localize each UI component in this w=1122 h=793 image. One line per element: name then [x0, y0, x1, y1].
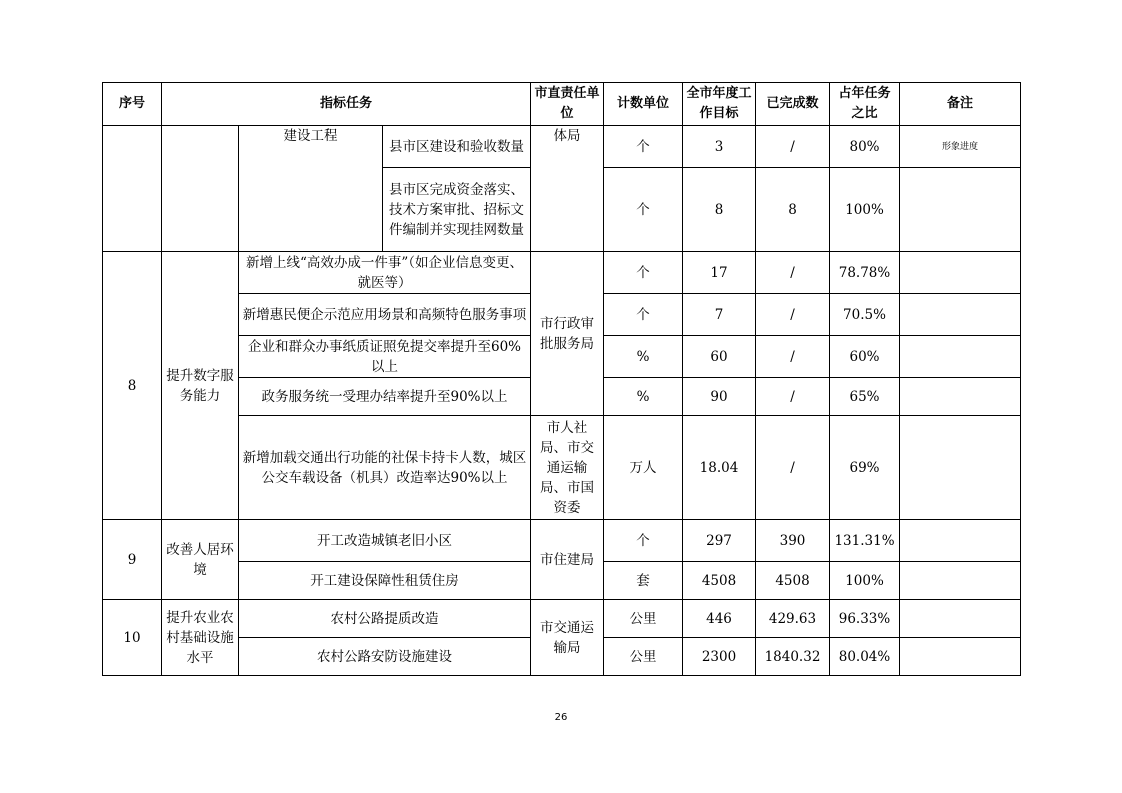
- target-cell: 90: [683, 378, 756, 416]
- ratio-cell: 78.78%: [830, 252, 900, 294]
- task-cell: 农村公路安防设施建设: [239, 638, 531, 676]
- group-cell: 改善人居环境: [162, 520, 239, 600]
- responsible-cell: 市行政审批服务局: [531, 252, 604, 416]
- responsible-cell: 市交通运输局: [531, 600, 604, 676]
- completed-cell: 1840.32: [756, 638, 830, 676]
- header-responsible: 市直责任单位: [531, 83, 604, 126]
- target-cell: 2300: [683, 638, 756, 676]
- task-cell: 开工改造城镇老旧小区: [239, 520, 531, 562]
- task-cell: 企业和群众办事纸质证照免提交率提升至60%以上: [239, 336, 531, 378]
- remark-cell: 形象进度: [900, 126, 1021, 168]
- unit-cell: %: [604, 336, 683, 378]
- task-cell: 新增加载交通出行功能的社保卡持卡人数，城区公交车载设备（机具）改造率达90%以上: [239, 416, 531, 520]
- page-number: 26: [554, 712, 568, 723]
- completed-cell: 390: [756, 520, 830, 562]
- seq-cell: 10: [103, 600, 162, 676]
- remark-cell: [900, 378, 1021, 416]
- table-row: [103, 600, 1021, 638]
- indicator-table: [102, 82, 1021, 676]
- ratio-cell: 80%: [830, 126, 900, 168]
- remark-cell: [900, 336, 1021, 378]
- ratio-cell: 80.04%: [830, 638, 900, 676]
- ratio-cell: 100%: [830, 562, 900, 600]
- remark-cell: [900, 416, 1021, 520]
- remark-cell: [900, 520, 1021, 562]
- target-cell: 7: [683, 294, 756, 336]
- ratio-cell: 96.33%: [830, 600, 900, 638]
- ratio-cell: 69%: [830, 416, 900, 520]
- responsible-cell: 市人社局、市交通运输局、市国资委: [531, 416, 604, 520]
- unit-cell: 公里: [604, 638, 683, 676]
- seq-cell: 9: [103, 520, 162, 600]
- table-row: [103, 126, 1021, 168]
- unit-cell: 个: [604, 294, 683, 336]
- header-indicator-task: 指标任务: [162, 83, 531, 126]
- task-cell: 新增上线“高效办成一件事”（如企业信息变更、就医等）: [239, 252, 531, 294]
- unit-cell: 个: [604, 520, 683, 562]
- completed-cell: 8: [756, 168, 830, 252]
- task-cell: 开工建设保障性租赁住房: [239, 562, 531, 600]
- unit-cell: 套: [604, 562, 683, 600]
- ratio-cell: 100%: [830, 168, 900, 252]
- group-cell: 提升农业农村基础设施水平: [162, 600, 239, 676]
- completed-cell: /: [756, 378, 830, 416]
- ratio-cell: 131.31%: [830, 520, 900, 562]
- completed-cell: /: [756, 336, 830, 378]
- target-cell: 4508: [683, 562, 756, 600]
- task-cell: 县市区完成资金落实、技术方案审批、招标文件编制并实现挂网数量: [383, 168, 531, 252]
- table-header-row: [103, 83, 1021, 126]
- target-cell: 60: [683, 336, 756, 378]
- target-cell: 18.04: [683, 416, 756, 520]
- ratio-cell: 65%: [830, 378, 900, 416]
- completed-cell: /: [756, 126, 830, 168]
- unit-cell: 万人: [604, 416, 683, 520]
- unit-cell: 个: [604, 126, 683, 168]
- completed-cell: 4508: [756, 562, 830, 600]
- task-cell: 农村公路提质改造: [239, 600, 531, 638]
- unit-cell: %: [604, 378, 683, 416]
- task-cell: 县市区建设和验收数量: [383, 126, 531, 168]
- table-row: [103, 252, 1021, 294]
- ratio-cell: 60%: [830, 336, 900, 378]
- header-seq: 序号: [103, 83, 162, 126]
- responsible-cell: 体局: [531, 126, 604, 252]
- group-cell: 提升数字服务能力: [162, 252, 239, 520]
- remark-cell: [900, 294, 1021, 336]
- seq-cell: 8: [103, 252, 162, 520]
- target-cell: 297: [683, 520, 756, 562]
- category-cell: 建设工程: [239, 126, 383, 252]
- completed-cell: /: [756, 416, 830, 520]
- remark-cell: [900, 252, 1021, 294]
- remark-cell: [900, 168, 1021, 252]
- header-annual-target: 全市年度工作目标: [683, 83, 756, 126]
- target-cell: 446: [683, 600, 756, 638]
- ratio-cell: 70.5%: [830, 294, 900, 336]
- table-row: [103, 416, 1021, 520]
- header-ratio: 占年任务之比: [830, 83, 900, 126]
- responsible-cell: 市住建局: [531, 520, 604, 600]
- table-row: [103, 520, 1021, 562]
- unit-cell: 公里: [604, 600, 683, 638]
- completed-cell: 429.63: [756, 600, 830, 638]
- target-cell: 17: [683, 252, 756, 294]
- completed-cell: /: [756, 294, 830, 336]
- target-cell: 8: [683, 168, 756, 252]
- remark-cell: [900, 600, 1021, 638]
- unit-cell: 个: [604, 252, 683, 294]
- header-remarks: 备注: [900, 83, 1021, 126]
- target-cell: 3: [683, 126, 756, 168]
- group-cell-empty: [162, 126, 239, 252]
- seq-cell-empty: [103, 126, 162, 252]
- completed-cell: /: [756, 252, 830, 294]
- remark-cell: [900, 562, 1021, 600]
- header-completed: 已完成数: [756, 83, 830, 126]
- header-unit: 计数单位: [604, 83, 683, 126]
- remark-cell: [900, 638, 1021, 676]
- unit-cell: 个: [604, 168, 683, 252]
- task-cell: 新增惠民便企示范应用场景和高频特色服务事项: [239, 294, 531, 336]
- task-cell: 政务服务统一受理办结率提升至90%以上: [239, 378, 531, 416]
